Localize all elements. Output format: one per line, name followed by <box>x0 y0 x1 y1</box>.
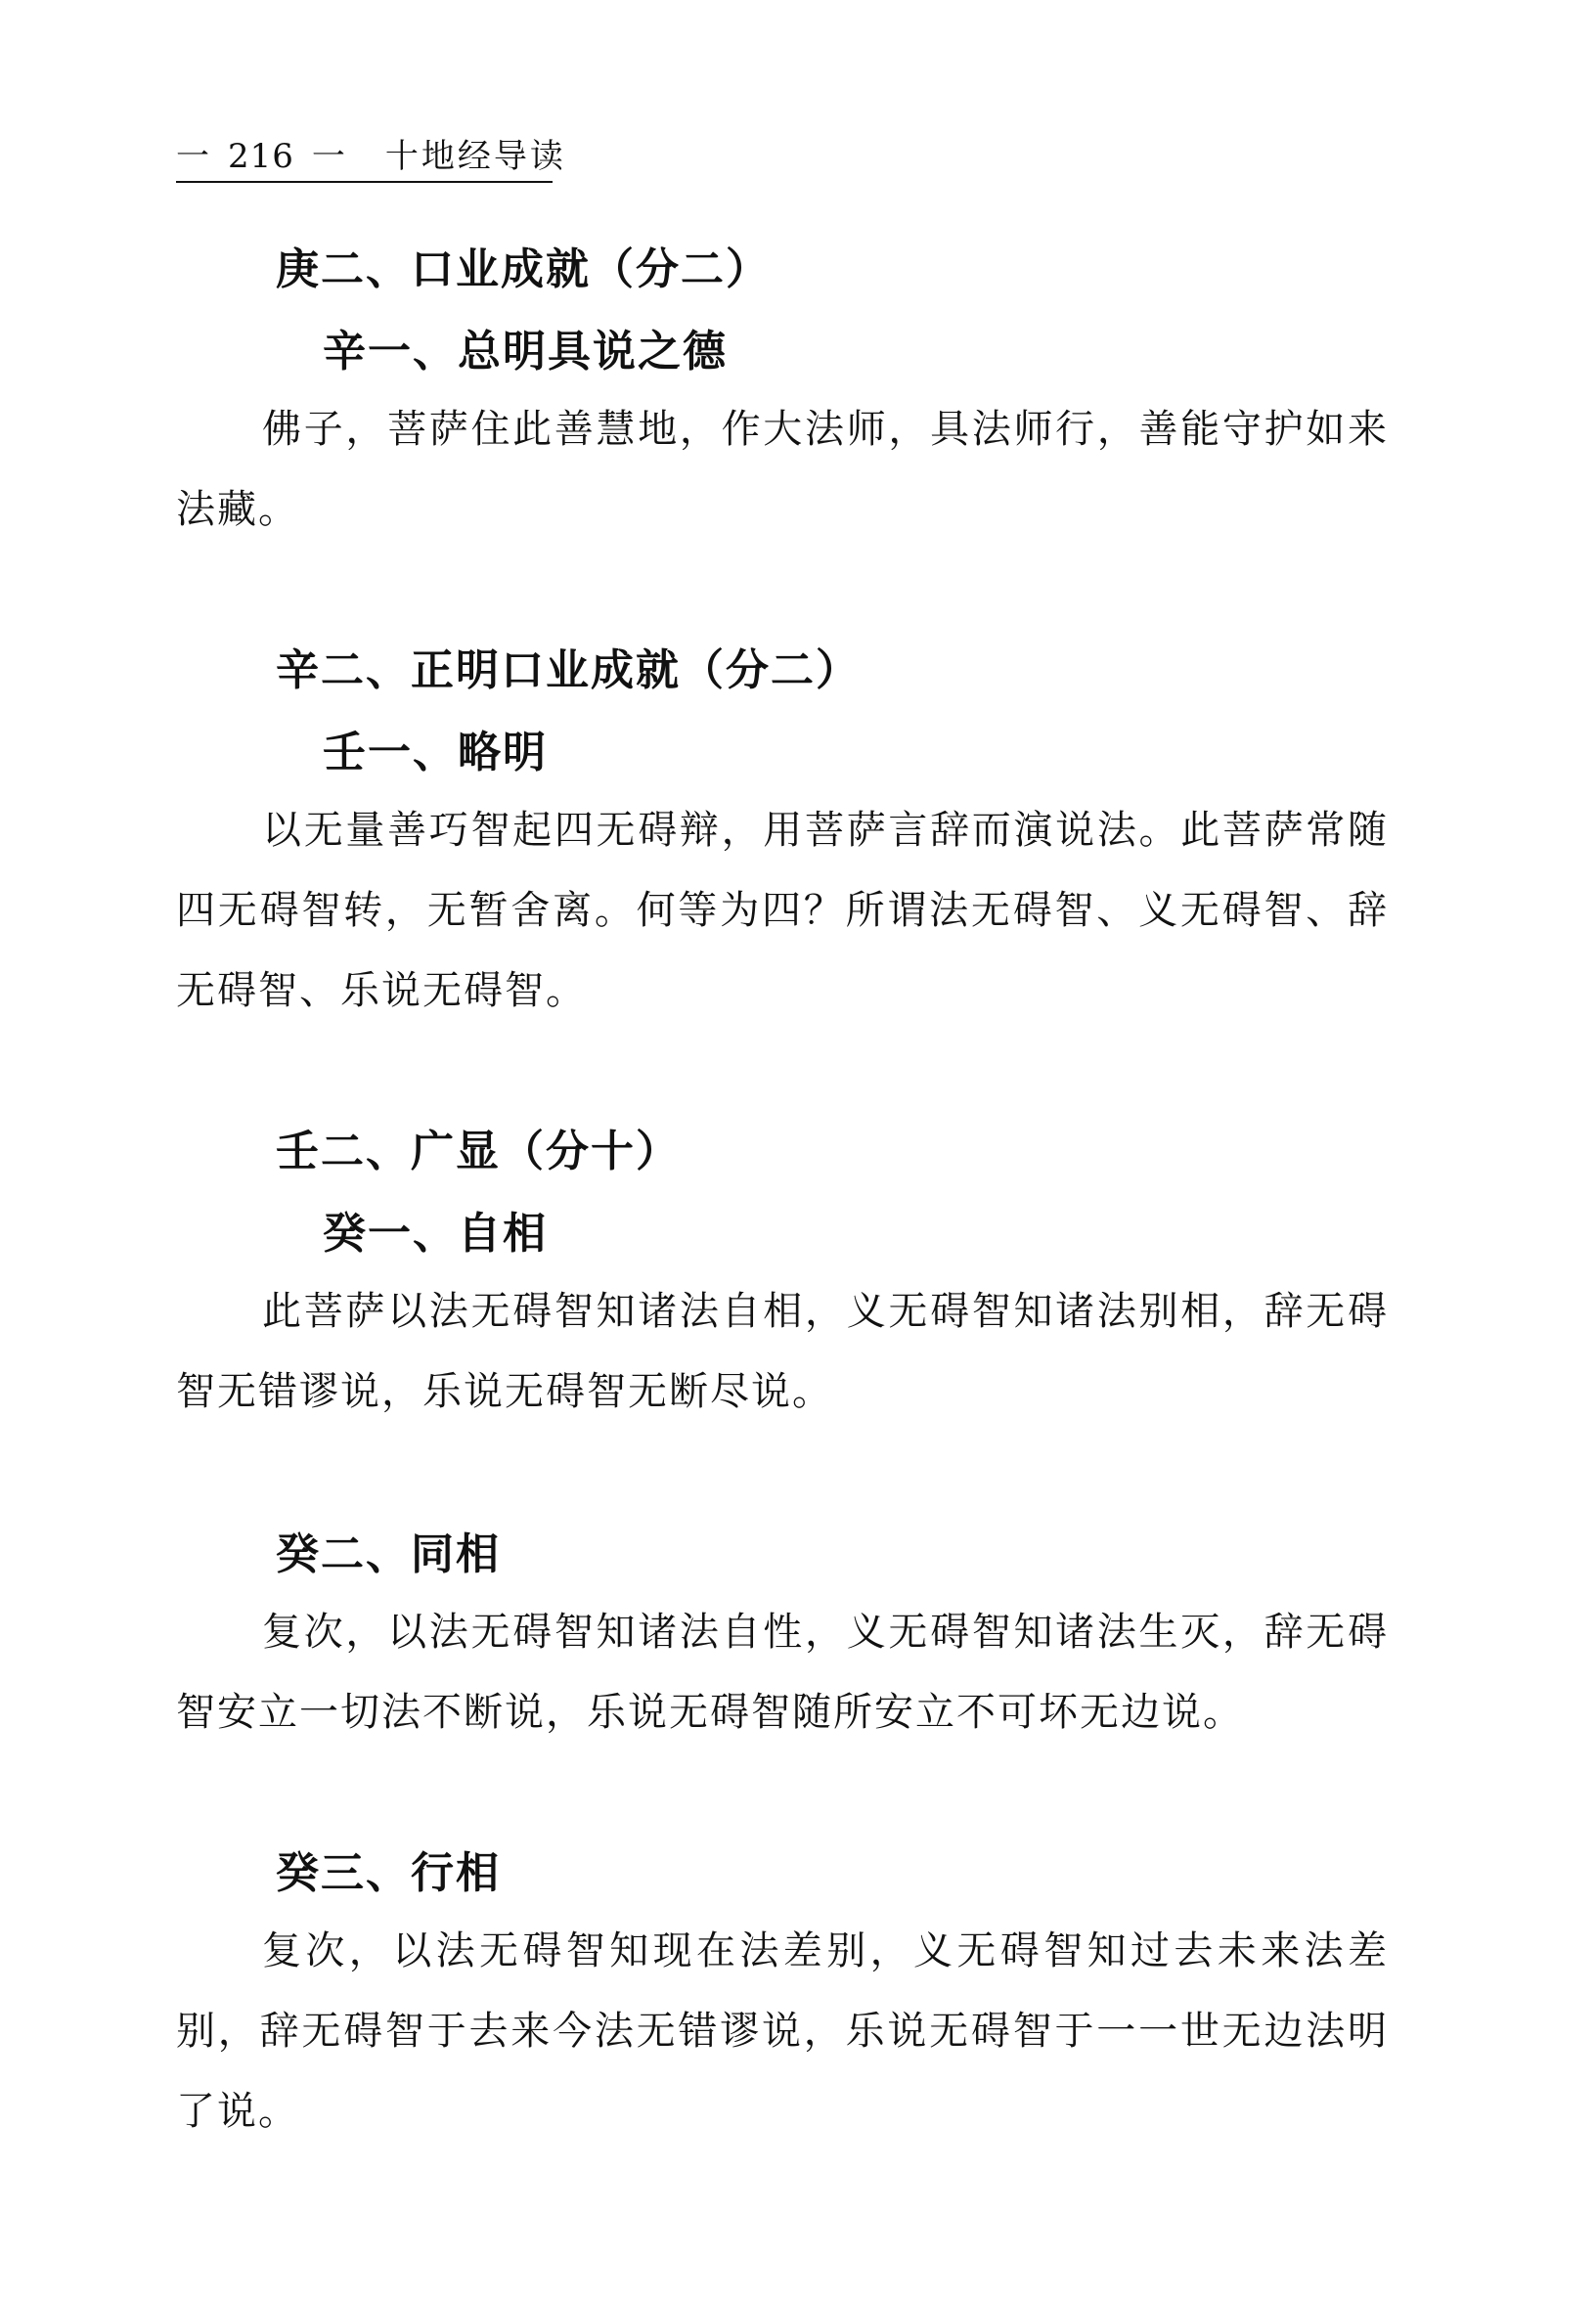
body-paragraph-4: 复次，以法无碍智知诸法自性，义无碍智知诸法生灭，辞无碍智安立一切法不断说，乐说无碍智随所安立不可坏无边说。 <box>176 1610 1389 1735</box>
section-heading-gui2: 癸二、同相 <box>276 1529 501 1579</box>
section-heading-gui3: 癸三、行相 <box>276 1848 501 1898</box>
section-heading-xin1: 辛一、总明具说之德 <box>323 327 728 376</box>
section-heading-ren2: 壬二、广显（分十） <box>276 1127 681 1176</box>
section-heading-geng2: 庚二、口业成就（分二） <box>276 244 771 294</box>
body-paragraph-1: 佛子，菩萨住此善慧地，作大法师，具法师行，善能守护如来法藏。 <box>176 407 1389 532</box>
section-heading-xin2: 辛二、正明口业成就（分二） <box>276 645 861 695</box>
book-title: 十地经导读 <box>384 137 566 176</box>
section-heading-ren1: 壬一、略明 <box>323 728 548 777</box>
body-paragraph-2: 以无量善巧智起四无碍辩，用菩萨言辞而演说法。此菩萨常随四无碍智转，无暂舍离。何等为四？所谓法无碍智、义无碍智、辞无碍智、乐说无碍智。 <box>176 808 1389 1013</box>
header-dash-left: 一 <box>176 137 210 176</box>
header-dash-right: 一 <box>311 137 346 176</box>
body-paragraph-3: 此菩萨以法无碍智知诸法自相，义无碍智知诸法别相，辞无碍智无错谬说，乐说无碍智无断尽说。 <box>176 1289 1389 1414</box>
running-header <box>176 133 566 180</box>
body-paragraph-5: 复次，以法无碍智知现在法差别，义无碍智知过去未来法差别，辞无碍智于去来今法无错谬说，乐说无碍智于一一世无边法明了说。 <box>176 1928 1389 2134</box>
header-rule <box>176 181 553 183</box>
section-heading-gui1: 癸一、自相 <box>323 1209 548 1259</box>
page-number: 216 <box>228 137 294 176</box>
